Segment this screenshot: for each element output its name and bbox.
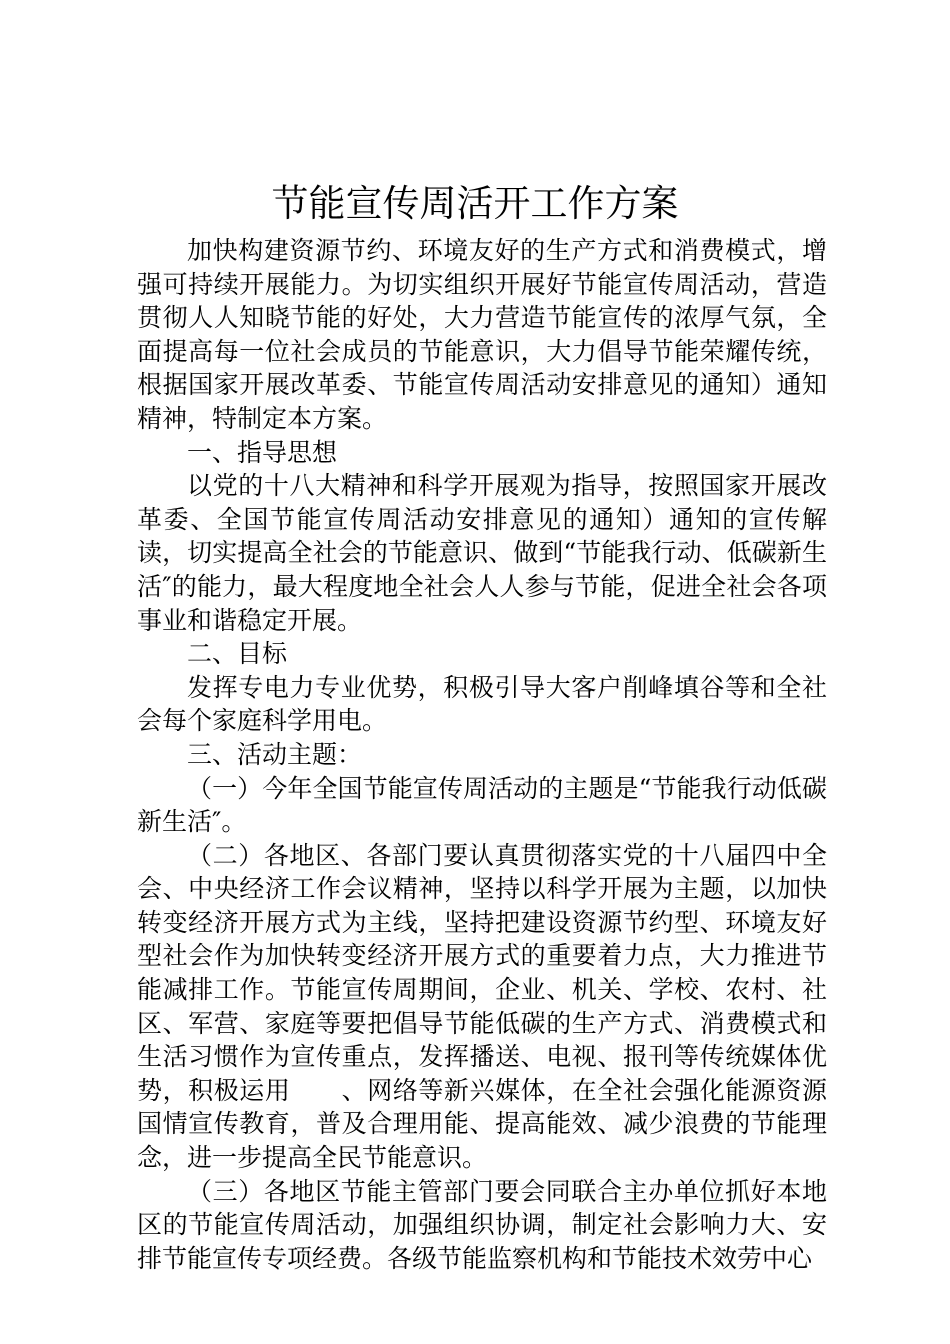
document-body — [137, 234, 827, 1275]
theme-item-1: （一）今年全国节能宣传周活动的主题是“节能我行动低碳新生活″。 — [137, 773, 827, 837]
theme-item-2: （二）各地区、各部门要认真贯彻落实党的十八届四中全会、中央经济工作会议精神，坚持以科学开展为主题，以加快转变经济开展方式为主线，坚持把建设资源节约型、环境友好型社会作为加快转变经济开展方式的重要着力点，大力推进节能减排工作。节能宣传周期间，企业、机关、学校、农村、社区、军营、家庭等要把倡导节能低碳的生产方式、消费模式和生活习惯作为宣传重点，发挥播送、电视、报刊等传统媒体优势，积极运用 、网络等新兴媒体，在全社会强化能源资源国情宣传教育，普及合理用能、提高能效、减少浪费的节能理念，进一步提高全民节能意识。 — [137, 840, 827, 1173]
intro-paragraph: 加快构建资源节约、环境友好的生产方式和消费模式，增强可持续开展能力。为切实组织开展好节能宣传周活动，营造贯彻人人知晓节能的好处，大力营造节能宣传的浓厚气氛，全面提高每一位社会成员的节能意识，大力倡导节能荣耀传统，根据国家开展改革委、节能宣传周活动安排意见的通知）通知精神，特制定本方案。 — [137, 236, 827, 433]
section-heading-theme: 三、活动主题： — [187, 739, 363, 769]
section-heading-goal: 二、目标 — [187, 639, 288, 669]
theme-item-3: （三）各地区节能主管部门要会同联合主办单位抓好本地区的节能宣传周活动，加强组织协调，制定社会影响力大、安排节能宣传专项经费。各级节能监察机构和节能技术效劳中心 — [137, 1176, 827, 1273]
section-heading-guiding-thought: 一、指导思想 — [187, 437, 338, 467]
document-title: 节能宣传周活开工作方案 — [271, 182, 679, 225]
guiding-thought-paragraph: 以党的十八大精神和科学开展观为指导，按照国家开展改革委、全国节能宣传周活动安排意见的通知）通知的宣传解读，切实提高全社会的节能意识、做到“节能我行动、低碳新生活″的能力，最大程度地全社会人人参与节能，促进全社会各项事业和谐稳定开展。 — [137, 471, 827, 635]
goal-paragraph: 发挥专电力专业优势，积极引导大客户削峰填谷等和全社会每个家庭科学用电。 — [137, 672, 827, 736]
